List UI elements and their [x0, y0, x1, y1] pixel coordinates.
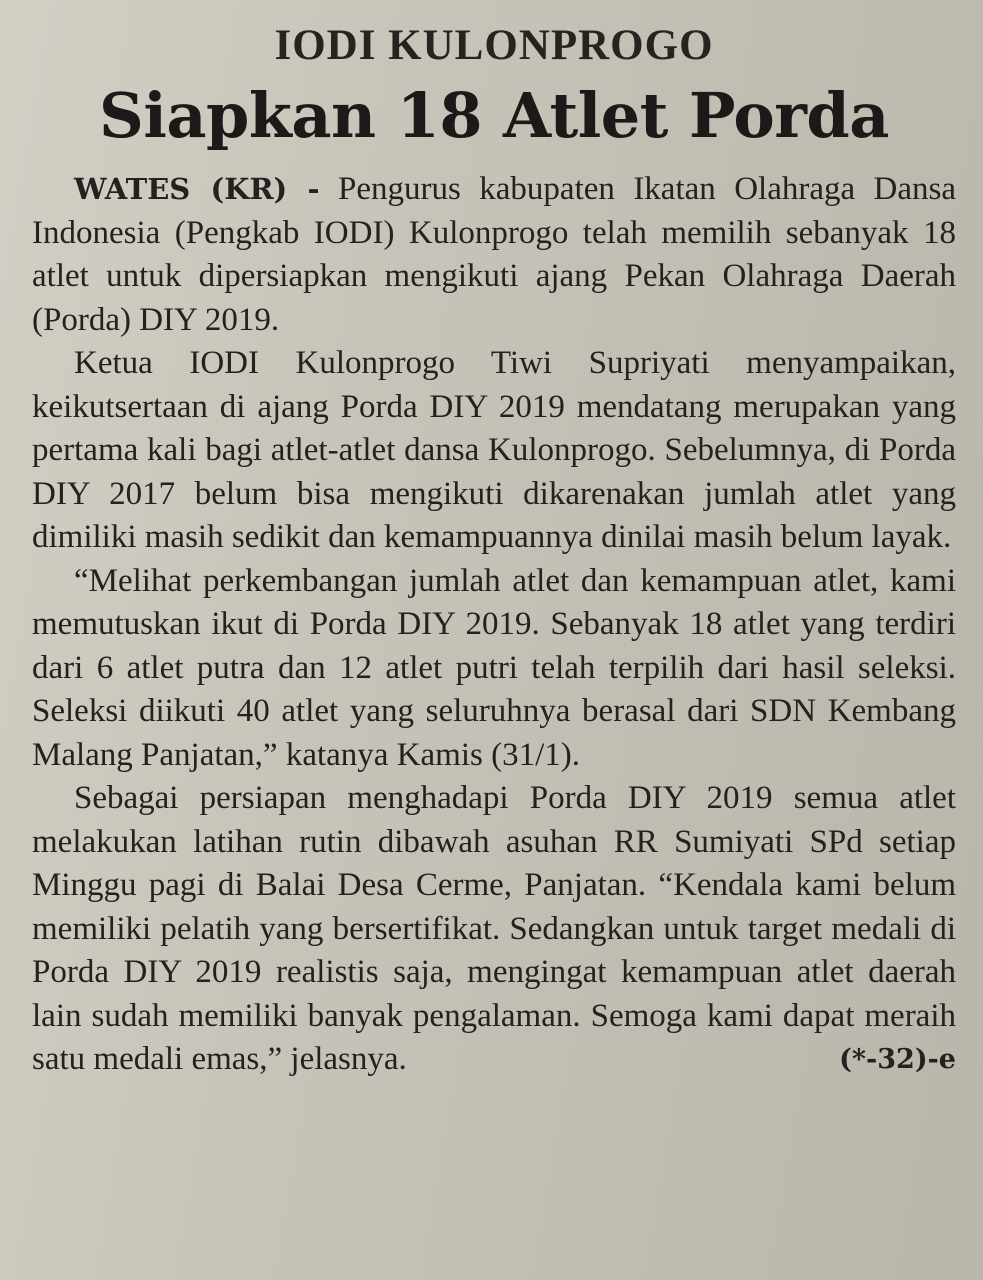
paragraph-4-text: Sebagai persiapan menghadapi Porda DIY 2019 semua atlet melakukan latihan rutin dibawah asuhan RR Sumiyati SPd setiap Minggu pagi di Balai Desa Cerme, Panjatan. “Kendala kami belum memiliki pelatih yang bersertifikat. Sedangkan untuk target medali di Porda DIY 2019 realistis saja, mengingat kemampuan atlet daerah lain sudah memiliki banyak pengalaman. Semoga kami dapat meraih satu medali emas,” jelasnya.: [32, 780, 956, 1077]
article-paragraph-1: [32, 168, 956, 342]
article-paragraph-4: [32, 777, 956, 1082]
article-byline: (*-32)-e: [839, 1044, 956, 1075]
article-paragraph-2: Ketua IODI Kulonprogo Tiwi Supriyati menyampaikan, keikutsertaan di ajang Porda DIY 2019 mendatang merupakan yang pertama kali bagi atlet-atlet dansa Kulonprogo. Sebelumnya, di Porda DIY 2017 belum bisa mengikuti dikarenakan jumlah atlet yang dimiliki masih sedikit dan kemampuannya dinilai masih belum layak.: [32, 345, 956, 555]
article-dateline: WATES (KR) -: [74, 172, 320, 206]
article-paragraph-3: “Melihat perkembangan jumlah atlet dan kemampuan atlet, kami memutuskan ikut di Porda DIY 2019. Sebanyak 18 atlet yang terdiri dari 6 atlet putra dan 12 atlet putri telah terpilih dari hasil seleksi. Seleksi diikuti 40 atlet yang seluruhnya berasal dari SDN Kembang Malang Panjatan,” katanya Kamis (31/1).: [32, 562, 956, 773]
article-body: [32, 168, 956, 1082]
article-kicker: IODI KULONPROGO: [274, 22, 714, 69]
paragraph-1-text: Pengurus kabupaten Ikatan Olahraga Dansa Indonesia (Pengkab IODI) Kulonprogo telah memilih sebanyak 18 atlet untuk dipersiapkan mengikuti ajang Pekan Olahraga Daerah (Porda) DIY 2019.: [32, 171, 956, 338]
newspaper-article: [32, 18, 956, 1268]
article-headline: Siapkan 18 Atlet Porda: [99, 79, 889, 152]
